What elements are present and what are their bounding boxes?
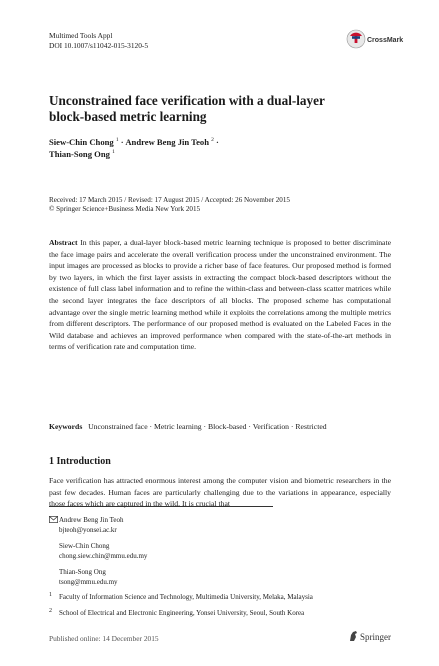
contact-email[interactable]: bjteoh@yonsei.ac.kr	[59, 526, 117, 534]
author-contact	[59, 541, 147, 561]
publication-dates	[49, 196, 290, 214]
affiliation-number: 1	[49, 592, 52, 598]
author-contact	[59, 567, 118, 587]
title-line-1: Unconstrained face verification with a dual-layer	[49, 93, 325, 108]
contact-email[interactable]: tsong@mmu.edu.my	[59, 578, 118, 586]
corresponding-author	[59, 515, 124, 535]
affiliation-number: 2	[49, 608, 52, 614]
envelope-icon	[49, 516, 58, 525]
author-name[interactable]: Andrew Beng Jin Teoh	[125, 137, 209, 147]
footnote-divider	[49, 506, 273, 507]
springer-logo	[348, 629, 410, 643]
crossmark-icon	[346, 28, 408, 50]
published-online: Published online: 14 December 2015	[49, 634, 159, 643]
journal-name: Multimed Tools Appl	[49, 31, 113, 40]
author-affiliation-mark: 2	[211, 137, 214, 144]
author-name[interactable]: Thian-Song Ong	[49, 149, 110, 159]
crossmark-logo[interactable]	[346, 28, 408, 50]
contact-email[interactable]: chong.siew.chin@mmu.edu.my	[59, 552, 148, 560]
crossmark-text: CrossMark	[367, 37, 404, 44]
keywords-text: Unconstrained face · Metric learning · Block-based · Verification · Restricted	[88, 422, 327, 431]
author-affiliation-mark: 1	[112, 149, 115, 156]
keywords-label: Keywords	[49, 422, 83, 431]
section-body: Face verification has attracted enormous interest among the computer vision and biometric researchers in the past few decades. Human faces are particularly challenging due to the variations in appearance, especially those faces which are captured in the wild. It is crucial that	[49, 476, 391, 509]
author-separator: ·	[216, 137, 219, 147]
affiliation: Faculty of Information Science and Technology, Multimedia University, Melaka, Malaysia	[59, 593, 313, 601]
keywords	[49, 422, 391, 431]
author-separator: ·	[120, 137, 126, 147]
contact-name: Siew-Chin Chong	[59, 542, 110, 550]
contact-name: Andrew Beng Jin Teoh	[59, 516, 124, 524]
abstract-label: Abstract	[49, 238, 78, 247]
author-name[interactable]: Siew-Chin Chong	[49, 137, 114, 147]
history-dates: Received: 17 March 2015 / Revised: 17 August 2015 / Accepted: 26 November 2015	[49, 196, 290, 204]
title-line-2: block-based metric learning	[49, 109, 207, 124]
doi: DOI 10.1007/s11042-015-3120-5	[49, 41, 149, 50]
abstract	[49, 237, 391, 353]
author-affiliation-mark: 1	[115, 137, 119, 144]
springer-text: Springer	[360, 632, 391, 642]
contact-name: Thian-Song Ong	[59, 568, 106, 576]
author-list	[49, 136, 379, 160]
section-heading: 1 Introduction	[49, 456, 111, 467]
affiliation: School of Electrical and Electronic Engineering, Yonsei University, Seoul, South Korea	[59, 609, 305, 617]
paper-title	[49, 93, 349, 125]
abstract-text: In this paper, a dual-layer block-based metric learning technique is proposed to better discriminate the face image pairs and accelerate the overall verification process under the unconstrained environment. The input images are processed as blocks to provide a richer base of face features. Our proposed method is formed by two layers, in which the first layer assists in extracting the compact block-based descriptors without the existence of full class label information and to refine the within-class and between-class scatter matrices while the second layer integrates the face descriptors of all blocks. The proposed scheme has computational advantage over the single metric learning method while it exploits the correlations among the multiple metrics from different descriptors. The performance of our proposed method is evaluated on the Labeled Faces in the Wild database and achieves an improved performance when compared with the state-of-the-art methods in terms of verification rate and computation time.	[49, 238, 392, 352]
copyright: © Springer Science+Business Media New York 2015	[49, 205, 201, 213]
springer-horse-icon	[348, 629, 410, 643]
